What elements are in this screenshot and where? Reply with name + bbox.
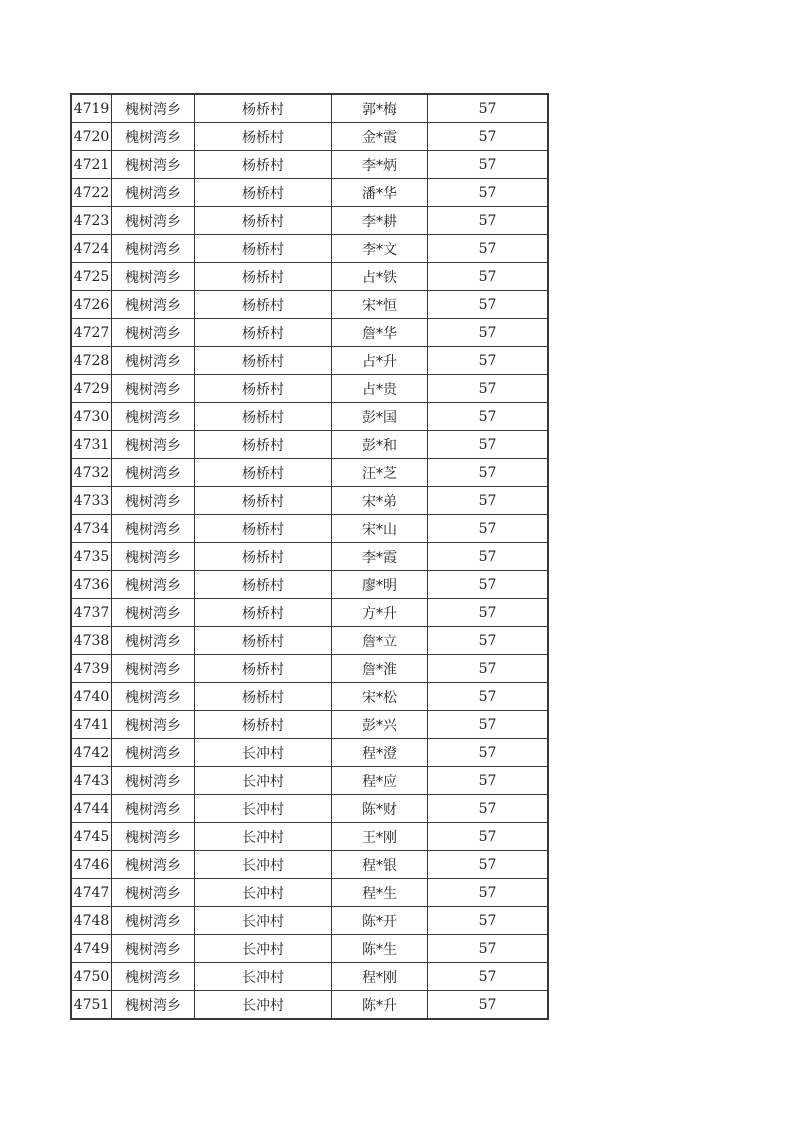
table-cell-village: 长冲村 — [195, 739, 332, 767]
table-cell-name: 宋*山 — [332, 515, 428, 543]
table-cell-value: 57 — [428, 235, 549, 263]
table-cell-name: 李*耕 — [332, 207, 428, 235]
table-row — [71, 235, 548, 263]
table-cell-id: 4720 — [71, 123, 112, 151]
table-cell-village: 杨桥村 — [195, 179, 332, 207]
table-cell-value: 57 — [428, 403, 549, 431]
records-table — [70, 93, 549, 1020]
table-cell-village: 长冲村 — [195, 795, 332, 823]
table-cell-value: 57 — [428, 151, 549, 179]
table-cell-township: 槐树湾乡 — [112, 431, 195, 459]
table-cell-village: 杨桥村 — [195, 235, 332, 263]
table-row — [71, 683, 548, 711]
table-row — [71, 991, 548, 1020]
table-row — [71, 179, 548, 207]
table-row — [71, 291, 548, 319]
table-cell-value: 57 — [428, 459, 549, 487]
table-cell-name: 宋*恒 — [332, 291, 428, 319]
table-cell-id: 4725 — [71, 263, 112, 291]
table-cell-id: 4740 — [71, 683, 112, 711]
table-cell-value: 57 — [428, 851, 549, 879]
table-cell-township: 槐树湾乡 — [112, 795, 195, 823]
table-row — [71, 487, 548, 515]
table-cell-id: 4751 — [71, 991, 112, 1020]
table-row — [71, 319, 548, 347]
table-cell-township: 槐树湾乡 — [112, 851, 195, 879]
table-cell-value: 57 — [428, 515, 549, 543]
table-cell-name: 方*升 — [332, 599, 428, 627]
table-row — [71, 347, 548, 375]
table-cell-name: 宋*松 — [332, 683, 428, 711]
table-cell-village: 长冲村 — [195, 935, 332, 963]
table-row — [71, 599, 548, 627]
table-cell-name: 陈*财 — [332, 795, 428, 823]
table-cell-id: 4731 — [71, 431, 112, 459]
table-cell-village: 长冲村 — [195, 963, 332, 991]
table-cell-township: 槐树湾乡 — [112, 123, 195, 151]
table-cell-village: 长冲村 — [195, 851, 332, 879]
table-cell-id: 4719 — [71, 94, 112, 123]
table-cell-township: 槐树湾乡 — [112, 235, 195, 263]
table-row — [71, 375, 548, 403]
table-cell-id: 4747 — [71, 879, 112, 907]
table-cell-id: 4723 — [71, 207, 112, 235]
table-cell-township: 槐树湾乡 — [112, 599, 195, 627]
table-cell-township: 槐树湾乡 — [112, 375, 195, 403]
table-cell-id: 4733 — [71, 487, 112, 515]
table-cell-name: 占*铁 — [332, 263, 428, 291]
table-cell-township: 槐树湾乡 — [112, 94, 195, 123]
table-cell-value: 57 — [428, 599, 549, 627]
table-cell-village: 杨桥村 — [195, 627, 332, 655]
table-cell-township: 槐树湾乡 — [112, 907, 195, 935]
table-cell-township: 槐树湾乡 — [112, 515, 195, 543]
table-cell-village: 长冲村 — [195, 991, 332, 1020]
table-cell-name: 占*升 — [332, 347, 428, 375]
table-cell-name: 陈*开 — [332, 907, 428, 935]
table-row — [71, 459, 548, 487]
table-cell-name: 程*生 — [332, 879, 428, 907]
table-row — [71, 655, 548, 683]
table-row — [71, 151, 548, 179]
table-cell-village: 杨桥村 — [195, 431, 332, 459]
table-cell-name: 詹*华 — [332, 319, 428, 347]
table-cell-township: 槐树湾乡 — [112, 683, 195, 711]
table-cell-village: 长冲村 — [195, 907, 332, 935]
table-cell-value: 57 — [428, 347, 549, 375]
table-cell-id: 4729 — [71, 375, 112, 403]
table-cell-township: 槐树湾乡 — [112, 711, 195, 739]
table-cell-name: 李*文 — [332, 235, 428, 263]
table-cell-village: 杨桥村 — [195, 347, 332, 375]
table-cell-village: 杨桥村 — [195, 207, 332, 235]
table-cell-name: 潘*华 — [332, 179, 428, 207]
records-table-body — [71, 94, 548, 1019]
table-cell-value: 57 — [428, 375, 549, 403]
table-cell-township: 槐树湾乡 — [112, 935, 195, 963]
table-cell-village: 长冲村 — [195, 823, 332, 851]
table-cell-name: 程*应 — [332, 767, 428, 795]
table-cell-village: 杨桥村 — [195, 599, 332, 627]
table-cell-value: 57 — [428, 94, 549, 123]
table-cell-name: 詹*立 — [332, 627, 428, 655]
table-cell-value: 57 — [428, 291, 549, 319]
table-row — [71, 739, 548, 767]
table-cell-id: 4742 — [71, 739, 112, 767]
table-cell-name: 彭*和 — [332, 431, 428, 459]
table-cell-value: 57 — [428, 263, 549, 291]
table-cell-value: 57 — [428, 655, 549, 683]
table-cell-value: 57 — [428, 207, 549, 235]
table-row — [71, 94, 548, 123]
table-row — [71, 207, 548, 235]
table-cell-id: 4750 — [71, 963, 112, 991]
table-cell-village: 杨桥村 — [195, 683, 332, 711]
table-row — [71, 431, 548, 459]
table-cell-value: 57 — [428, 823, 549, 851]
table-cell-name: 宋*弟 — [332, 487, 428, 515]
table-cell-value: 57 — [428, 179, 549, 207]
table-cell-township: 槐树湾乡 — [112, 963, 195, 991]
table-cell-name: 金*霞 — [332, 123, 428, 151]
table-cell-value: 57 — [428, 907, 549, 935]
table-cell-value: 57 — [428, 711, 549, 739]
table-cell-id: 4743 — [71, 767, 112, 795]
table-cell-village: 杨桥村 — [195, 94, 332, 123]
table-cell-value: 57 — [428, 767, 549, 795]
table-cell-township: 槐树湾乡 — [112, 655, 195, 683]
table-cell-id: 4728 — [71, 347, 112, 375]
table-cell-value: 57 — [428, 487, 549, 515]
table-cell-village: 杨桥村 — [195, 403, 332, 431]
table-cell-id: 4736 — [71, 571, 112, 599]
table-cell-value: 57 — [428, 739, 549, 767]
table-cell-township: 槐树湾乡 — [112, 571, 195, 599]
table-row — [71, 123, 548, 151]
table-cell-name: 彭*兴 — [332, 711, 428, 739]
table-row — [71, 963, 548, 991]
table-cell-value: 57 — [428, 571, 549, 599]
table-cell-id: 4737 — [71, 599, 112, 627]
table-cell-township: 槐树湾乡 — [112, 767, 195, 795]
table-cell-village: 长冲村 — [195, 767, 332, 795]
table-cell-name: 占*贵 — [332, 375, 428, 403]
table-cell-township: 槐树湾乡 — [112, 543, 195, 571]
table-row — [71, 879, 548, 907]
table-row — [71, 263, 548, 291]
table-cell-id: 4749 — [71, 935, 112, 963]
table-cell-id: 4727 — [71, 319, 112, 347]
table-cell-village: 杨桥村 — [195, 319, 332, 347]
table-cell-township: 槐树湾乡 — [112, 403, 195, 431]
table-cell-value: 57 — [428, 963, 549, 991]
table-cell-name: 彭*国 — [332, 403, 428, 431]
table-cell-township: 槐树湾乡 — [112, 151, 195, 179]
table-cell-id: 4730 — [71, 403, 112, 431]
table-row — [71, 627, 548, 655]
table-cell-village: 杨桥村 — [195, 571, 332, 599]
table-cell-value: 57 — [428, 935, 549, 963]
table-cell-id: 4722 — [71, 179, 112, 207]
table-cell-township: 槐树湾乡 — [112, 263, 195, 291]
table-cell-village: 杨桥村 — [195, 459, 332, 487]
table-cell-village: 杨桥村 — [195, 123, 332, 151]
table-cell-village: 杨桥村 — [195, 375, 332, 403]
table-cell-value: 57 — [428, 319, 549, 347]
table-cell-village: 杨桥村 — [195, 487, 332, 515]
table-cell-id: 4721 — [71, 151, 112, 179]
table-cell-id: 4738 — [71, 627, 112, 655]
table-cell-township: 槐树湾乡 — [112, 627, 195, 655]
table-cell-name: 程*刚 — [332, 963, 428, 991]
table-cell-value: 57 — [428, 991, 549, 1020]
table-cell-township: 槐树湾乡 — [112, 291, 195, 319]
table-cell-name: 廖*明 — [332, 571, 428, 599]
table-cell-name: 陈*生 — [332, 935, 428, 963]
table-cell-township: 槐树湾乡 — [112, 487, 195, 515]
table-row — [71, 571, 548, 599]
table-row — [71, 515, 548, 543]
table-cell-id: 4732 — [71, 459, 112, 487]
table-cell-village: 杨桥村 — [195, 263, 332, 291]
table-row — [71, 851, 548, 879]
table-cell-village: 杨桥村 — [195, 151, 332, 179]
table-cell-village: 杨桥村 — [195, 291, 332, 319]
table-cell-id: 4735 — [71, 543, 112, 571]
table-row — [71, 711, 548, 739]
table-cell-value: 57 — [428, 683, 549, 711]
table-cell-id: 4739 — [71, 655, 112, 683]
table-cell-id: 4748 — [71, 907, 112, 935]
table-cell-village: 杨桥村 — [195, 711, 332, 739]
table-cell-township: 槐树湾乡 — [112, 179, 195, 207]
table-cell-village: 杨桥村 — [195, 543, 332, 571]
table-cell-id: 4745 — [71, 823, 112, 851]
table-cell-name: 李*炳 — [332, 151, 428, 179]
table-cell-name: 郭*梅 — [332, 94, 428, 123]
table-cell-value: 57 — [428, 879, 549, 907]
table-cell-id: 4741 — [71, 711, 112, 739]
table-cell-value: 57 — [428, 123, 549, 151]
table-row — [71, 907, 548, 935]
table-row — [71, 403, 548, 431]
table-cell-id: 4746 — [71, 851, 112, 879]
table-cell-name: 程*澄 — [332, 739, 428, 767]
table-cell-village: 杨桥村 — [195, 515, 332, 543]
table-cell-value: 57 — [428, 431, 549, 459]
table-cell-township: 槐树湾乡 — [112, 207, 195, 235]
table-cell-name: 王*刚 — [332, 823, 428, 851]
table-row — [71, 795, 548, 823]
table-cell-township: 槐树湾乡 — [112, 739, 195, 767]
table-cell-value: 57 — [428, 627, 549, 655]
table-cell-township: 槐树湾乡 — [112, 879, 195, 907]
table-cell-name: 李*霞 — [332, 543, 428, 571]
table-cell-name: 詹*淮 — [332, 655, 428, 683]
table-cell-id: 4726 — [71, 291, 112, 319]
table-cell-id: 4724 — [71, 235, 112, 263]
table-row — [71, 935, 548, 963]
table-cell-name: 陈*升 — [332, 991, 428, 1020]
table-cell-id: 4734 — [71, 515, 112, 543]
table-cell-village: 长冲村 — [195, 879, 332, 907]
table-row — [71, 823, 548, 851]
table-cell-township: 槐树湾乡 — [112, 991, 195, 1020]
table-cell-value: 57 — [428, 543, 549, 571]
table-cell-name: 程*银 — [332, 851, 428, 879]
table-cell-township: 槐树湾乡 — [112, 347, 195, 375]
table-row — [71, 543, 548, 571]
table-cell-township: 槐树湾乡 — [112, 459, 195, 487]
table-cell-name: 汪*芝 — [332, 459, 428, 487]
table-cell-township: 槐树湾乡 — [112, 823, 195, 851]
table-cell-village: 杨桥村 — [195, 655, 332, 683]
table-row — [71, 767, 548, 795]
table-cell-township: 槐树湾乡 — [112, 319, 195, 347]
table-cell-id: 4744 — [71, 795, 112, 823]
table-cell-value: 57 — [428, 795, 549, 823]
